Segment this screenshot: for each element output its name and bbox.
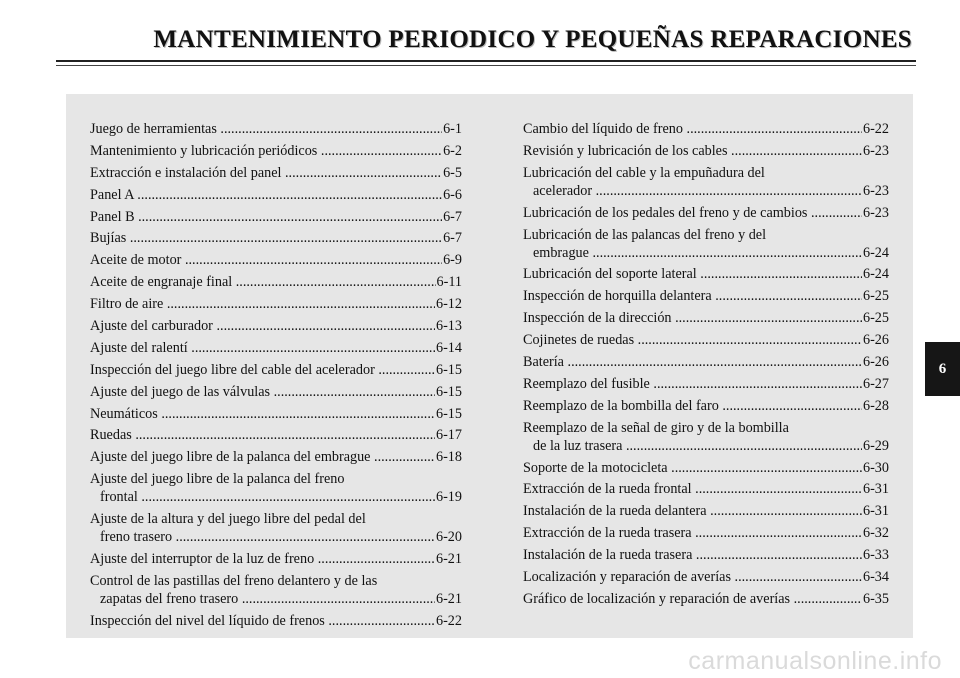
toc-entry[interactable] — [523, 309, 889, 327]
toc-entry[interactable] — [523, 546, 889, 564]
toc-entry-title — [523, 480, 862, 498]
toc-entry[interactable] — [90, 550, 462, 568]
header-rule — [56, 60, 916, 62]
toc-entry-title — [523, 568, 862, 586]
toc-entry-page: 6-20 — [435, 529, 462, 546]
table-of-contents — [66, 94, 913, 638]
toc-entry[interactable] — [523, 265, 889, 283]
toc-entry-text: Ajuste del juego libre de la palanca del freno — [90, 471, 345, 488]
toc-entry-title — [523, 502, 862, 520]
toc-entry[interactable] — [523, 353, 889, 371]
toc-entry-page: 6-32 — [862, 525, 889, 542]
toc-entry-title — [90, 612, 435, 630]
toc-entry[interactable] — [90, 361, 462, 379]
toc-entry[interactable] — [523, 524, 889, 542]
toc-entry[interactable] — [523, 459, 889, 477]
toc-entry-text: Ajuste del interruptor de la luz de freno ..... — [90, 551, 435, 567]
toc-entry-text: Juego de herramientas ..... — [90, 121, 442, 137]
toc-entry-title — [90, 295, 435, 313]
toc-entry-page: 6-27 — [862, 375, 889, 392]
toc-entry-text: zapatas del freno trasero ..... — [90, 590, 435, 608]
toc-entry[interactable] — [90, 383, 462, 401]
toc-entry-text: Aceite de engranaje final ..... — [90, 274, 436, 290]
toc-entry[interactable] — [90, 229, 462, 247]
toc-entry-text: Control de las pastillas del freno delantero y de las — [90, 572, 378, 589]
toc-entry-page: 6-23 — [862, 182, 889, 199]
toc-entry-title — [523, 375, 862, 393]
toc-entry-text: Instalación de la rueda delantera ..... — [523, 503, 862, 519]
toc-entry-page: 6-31 — [862, 481, 889, 498]
toc-entry-title — [90, 572, 435, 608]
toc-entry-text: Batería ..... — [523, 354, 862, 370]
toc-entry[interactable] — [523, 142, 889, 160]
toc-entry-page: 6-25 — [862, 288, 889, 305]
toc-entry[interactable] — [90, 339, 462, 357]
toc-entry-text: Instalación de la rueda trasera ..... — [523, 547, 862, 563]
toc-entry-title — [90, 317, 435, 335]
toc-entry-text: Inspección de la dirección ..... — [523, 310, 862, 326]
toc-entry[interactable] — [523, 120, 889, 138]
watermark: carmanualsonline.info — [688, 647, 942, 675]
toc-entry-page: 6-7 — [443, 230, 462, 247]
toc-entry-title — [90, 361, 435, 379]
toc-entry[interactable] — [90, 572, 462, 608]
toc-entry-page: 6-6 — [443, 186, 462, 203]
toc-entry-page: 6-22 — [862, 121, 889, 137]
toc-entry-text: embrague ..... — [523, 244, 862, 262]
toc-entry-title — [523, 204, 862, 222]
toc-entry-title — [523, 226, 862, 262]
toc-entry-title — [523, 546, 862, 564]
toc-entry-title — [90, 186, 442, 204]
toc-entry-text: Mantenimiento y lubricación periódicos ..... — [90, 143, 442, 159]
toc-entry[interactable] — [523, 164, 889, 200]
toc-entry-title — [90, 510, 435, 546]
toc-entry[interactable] — [90, 251, 462, 269]
toc-entry-text: de la luz trasera ..... — [523, 437, 862, 455]
toc-entry-text: acelerador ..... — [523, 182, 862, 200]
toc-entry-text: Inspección del nivel del líquido de frenos ..... — [90, 613, 435, 629]
toc-entry[interactable] — [90, 186, 462, 204]
toc-entry-text: Reemplazo de la señal de giro y de la bombilla — [523, 419, 789, 436]
toc-entry-text: Soporte de la motocicleta ..... — [523, 460, 862, 476]
toc-entry-text: Ajuste del ralentí ..... — [90, 340, 435, 356]
toc-entry-page: 6-31 — [862, 503, 889, 520]
toc-entry-text: Aceite de motor ..... — [90, 252, 442, 268]
toc-entry[interactable] — [523, 480, 889, 498]
toc-entry[interactable] — [90, 426, 462, 444]
toc-entry[interactable] — [90, 612, 462, 630]
toc-entry[interactable] — [523, 419, 889, 455]
toc-entry-page: 6-21 — [435, 551, 462, 568]
toc-column-right — [523, 120, 889, 612]
toc-entry[interactable] — [90, 273, 462, 291]
toc-entry-page: 6-7 — [443, 208, 462, 225]
toc-entry-page: 6-13 — [435, 318, 462, 335]
toc-entry-page: 6-25 — [862, 310, 889, 327]
toc-entry-text: Cambio del líquido de freno ..... — [523, 121, 862, 137]
toc-entry-title — [90, 208, 442, 226]
toc-entry-text: Gráfico de localización y reparación de averías ..... — [523, 591, 862, 607]
toc-entry[interactable] — [90, 142, 462, 160]
toc-entry-title — [90, 426, 435, 444]
toc-entry[interactable] — [523, 590, 889, 608]
toc-entry-page: 6-19 — [435, 489, 462, 506]
toc-entry-text: Extracción e instalación del panel ..... — [90, 165, 442, 181]
toc-entry-text: Ajuste del carburador ..... — [90, 318, 435, 334]
toc-entry-text: Ajuste del juego de las válvulas ..... — [90, 384, 435, 400]
toc-entry[interactable] — [523, 226, 889, 262]
toc-entry-page: 6-34 — [862, 569, 889, 586]
toc-entry-text: Ajuste del juego libre de la palanca del embrague ..... — [90, 449, 435, 465]
toc-entry-text: Extracción de la rueda trasera ..... — [523, 525, 862, 541]
toc-entry[interactable] — [90, 470, 462, 506]
toc-entry[interactable] — [523, 397, 889, 415]
toc-entry-text: Inspección del juego libre del cable del acelerador ..... — [90, 362, 435, 378]
toc-entry-page: 6-12 — [435, 296, 462, 313]
toc-entry-text: Reemplazo del fusible ..... — [523, 376, 862, 392]
toc-entry-page: 6-15 — [435, 361, 462, 378]
toc-entry-text: Panel A ..... — [90, 187, 442, 203]
toc-entry-text: Ruedas ..... — [90, 427, 435, 443]
toc-entry-page: 6-14 — [435, 339, 462, 356]
toc-entry-title — [523, 287, 862, 305]
toc-entry[interactable] — [90, 317, 462, 335]
toc-entry-page: 6-17 — [435, 427, 462, 444]
toc-entry[interactable] — [90, 208, 462, 226]
toc-entry[interactable] — [90, 164, 462, 182]
toc-entry-title — [90, 164, 442, 182]
toc-entry-title — [523, 459, 862, 477]
toc-entry[interactable] — [523, 204, 889, 222]
toc-entry-title — [90, 470, 435, 506]
toc-entry[interactable] — [523, 287, 889, 305]
toc-entry-page: 6-26 — [862, 354, 889, 371]
toc-entry-title — [523, 419, 862, 455]
toc-entry-title — [523, 397, 862, 415]
toc-entry-page: 6-21 — [435, 590, 462, 607]
toc-entry[interactable] — [523, 502, 889, 520]
toc-entry-page: 6-2 — [443, 142, 462, 159]
toc-entry[interactable] — [523, 375, 889, 393]
header-rule-thin — [56, 65, 916, 66]
toc-entry-text: Neumáticos ..... — [90, 406, 435, 422]
toc-entry[interactable] — [90, 510, 462, 546]
toc-entry-title — [523, 164, 862, 200]
toc-entry-text: Panel B ..... — [90, 209, 442, 225]
page-title: MANTENIMIENTO PERIODICO Y PEQUEÑAS REPARACIONES — [153, 26, 912, 53]
toc-entry-text: Revisión y lubricación de los cables ..... — [523, 143, 862, 159]
toc-entry-page: 6-1 — [443, 121, 462, 137]
toc-entry-text: Reemplazo de la bombilla del faro ..... — [523, 398, 862, 414]
toc-entry-page: 6-23 — [862, 142, 889, 159]
toc-entry-text: Inspección de horquilla delantera ..... — [523, 288, 862, 304]
toc-entry-text: Lubricación del soporte lateral ..... — [523, 266, 862, 282]
toc-entry-title — [90, 273, 436, 291]
toc-entry-title — [523, 120, 862, 138]
toc-entry[interactable] — [90, 448, 462, 466]
toc-entry-page: 6-33 — [862, 547, 889, 564]
toc-entry-page: 6-22 — [435, 612, 462, 629]
toc-entry-page: 6-35 — [862, 590, 889, 607]
chapter-tab[interactable]: 6 — [925, 342, 960, 396]
toc-entry[interactable] — [523, 568, 889, 586]
toc-entry[interactable] — [90, 405, 462, 423]
toc-entry-title — [523, 353, 862, 371]
toc-entry-title — [90, 229, 442, 247]
toc-entry-title — [90, 383, 435, 401]
toc-entry-page: 6-29 — [862, 437, 889, 454]
toc-entry-text: frontal ..... — [90, 488, 435, 506]
toc-entry-title — [90, 550, 435, 568]
toc-entry-title — [523, 331, 862, 349]
toc-entry-page: 6-15 — [435, 405, 462, 422]
toc-entry-title — [90, 251, 442, 269]
toc-entry-page: 6-28 — [862, 397, 889, 414]
toc-entry-page: 6-9 — [443, 252, 462, 269]
toc-entry-title — [523, 309, 862, 327]
toc-entry-title — [90, 405, 435, 423]
toc-entry-text: Ajuste de la altura y del juego libre del pedal del — [90, 511, 366, 528]
toc-entry-page: 6-24 — [862, 244, 889, 261]
toc-entry-text: Localización y reparación de averías ..... — [523, 569, 862, 585]
toc-entry-page: 6-24 — [862, 266, 889, 283]
toc-entry-title — [90, 120, 442, 138]
toc-entry-page: 6-26 — [862, 332, 889, 349]
toc-column-left — [90, 120, 462, 634]
toc-entry[interactable] — [523, 331, 889, 349]
toc-entry-page: 6-23 — [862, 204, 889, 221]
toc-entry[interactable] — [90, 120, 462, 138]
toc-entry-text: Lubricación de los pedales del freno y de cambios ..... — [523, 205, 862, 221]
toc-entry-page: 6-5 — [443, 164, 462, 181]
toc-entry-text: Extracción de la rueda frontal ..... — [523, 481, 862, 497]
toc-entry-title — [90, 448, 435, 466]
toc-entry-page: 6-15 — [435, 383, 462, 400]
toc-entry-title — [523, 142, 862, 160]
toc-entry-text: Bujías ..... — [90, 230, 442, 246]
toc-entry-title — [90, 339, 435, 357]
toc-entry-text: Filtro de aire ..... — [90, 296, 435, 312]
toc-entry-title — [90, 142, 442, 160]
toc-entry-text: freno trasero ..... — [90, 528, 435, 546]
toc-entry-title — [523, 265, 862, 283]
toc-entry-text: Lubricación del cable y la empuñadura del — [523, 164, 765, 181]
toc-entry-text: Cojinetes de ruedas ..... — [523, 332, 862, 348]
toc-entry-page: 6-18 — [435, 449, 462, 466]
toc-entry-page: 6-11 — [436, 274, 462, 291]
toc-entry-title — [523, 590, 862, 608]
toc-entry-title — [523, 524, 862, 542]
toc-entry[interactable] — [90, 295, 462, 313]
toc-entry-page: 6-30 — [862, 459, 889, 476]
toc-entry-text: Lubricación de las palancas del freno y del — [523, 226, 767, 243]
